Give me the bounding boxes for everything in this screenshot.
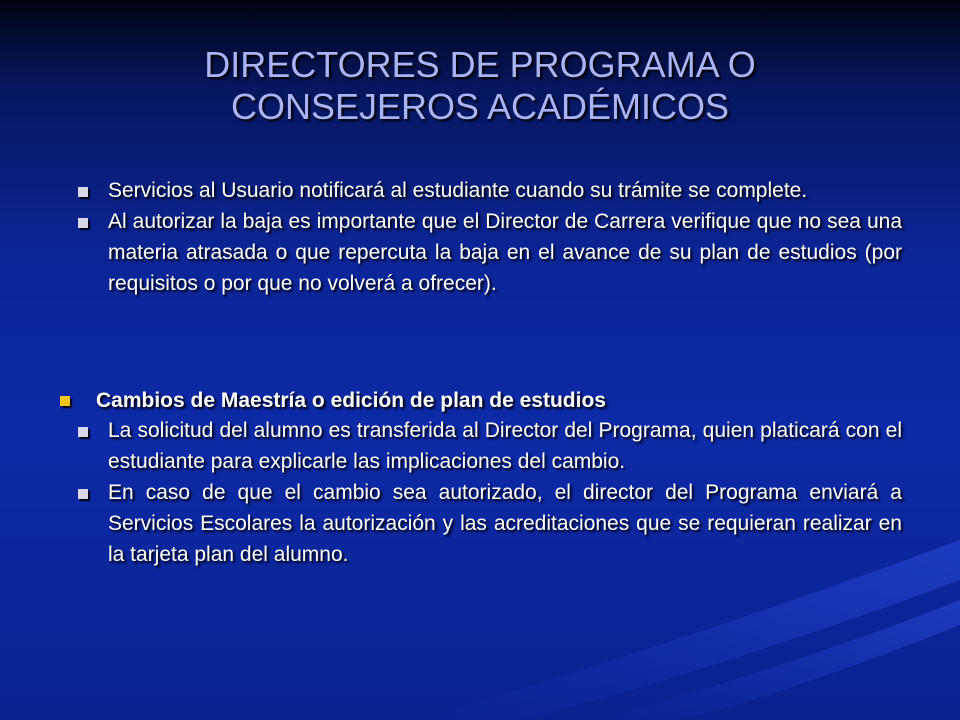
list-item-text: En caso de que el cambio sea autorizado, el director del Programa enviará a Servicios Escolares la autorización y las acreditaciones que se requieran realizar en la tarjeta plan del alumno. bbox=[108, 481, 902, 566]
square-bullet-icon bbox=[78, 427, 88, 437]
list-item bbox=[78, 206, 902, 299]
list-item bbox=[78, 415, 902, 477]
list-item-text: Al autorizar la baja es importante que el Director de Carrera verifique que no sea una materia atrasada o que repercuta la baja en el avance de su plan de estudios (por requisitos o por que no volverá a ofrecer). bbox=[108, 210, 902, 295]
list-item bbox=[78, 175, 902, 206]
section1-list bbox=[108, 175, 902, 299]
list-item-text: Servicios al Usuario notificará al estudiante cuando su trámite se complete. bbox=[108, 179, 808, 202]
square-bullet-icon bbox=[60, 396, 70, 406]
section2-heading bbox=[60, 385, 920, 416]
title-line-2: CONSEJEROS ACADÉMICOS bbox=[230, 86, 730, 127]
square-bullet-icon bbox=[78, 489, 88, 499]
section2-list bbox=[108, 415, 902, 570]
square-bullet-icon bbox=[78, 218, 88, 228]
title-line-1: DIRECTORES DE PROGRAMA O bbox=[204, 44, 756, 85]
section2-heading-text: Cambios de Maestría o edición de plan de estudios bbox=[96, 389, 606, 412]
list-item-text: La solicitud del alumno es transferida al Director del Programa, quien platicará con el estudiante para explicarle las implicaciones del cambio. bbox=[108, 419, 902, 473]
list-item bbox=[78, 477, 902, 570]
square-bullet-icon bbox=[78, 187, 88, 197]
slide-title bbox=[0, 44, 960, 128]
